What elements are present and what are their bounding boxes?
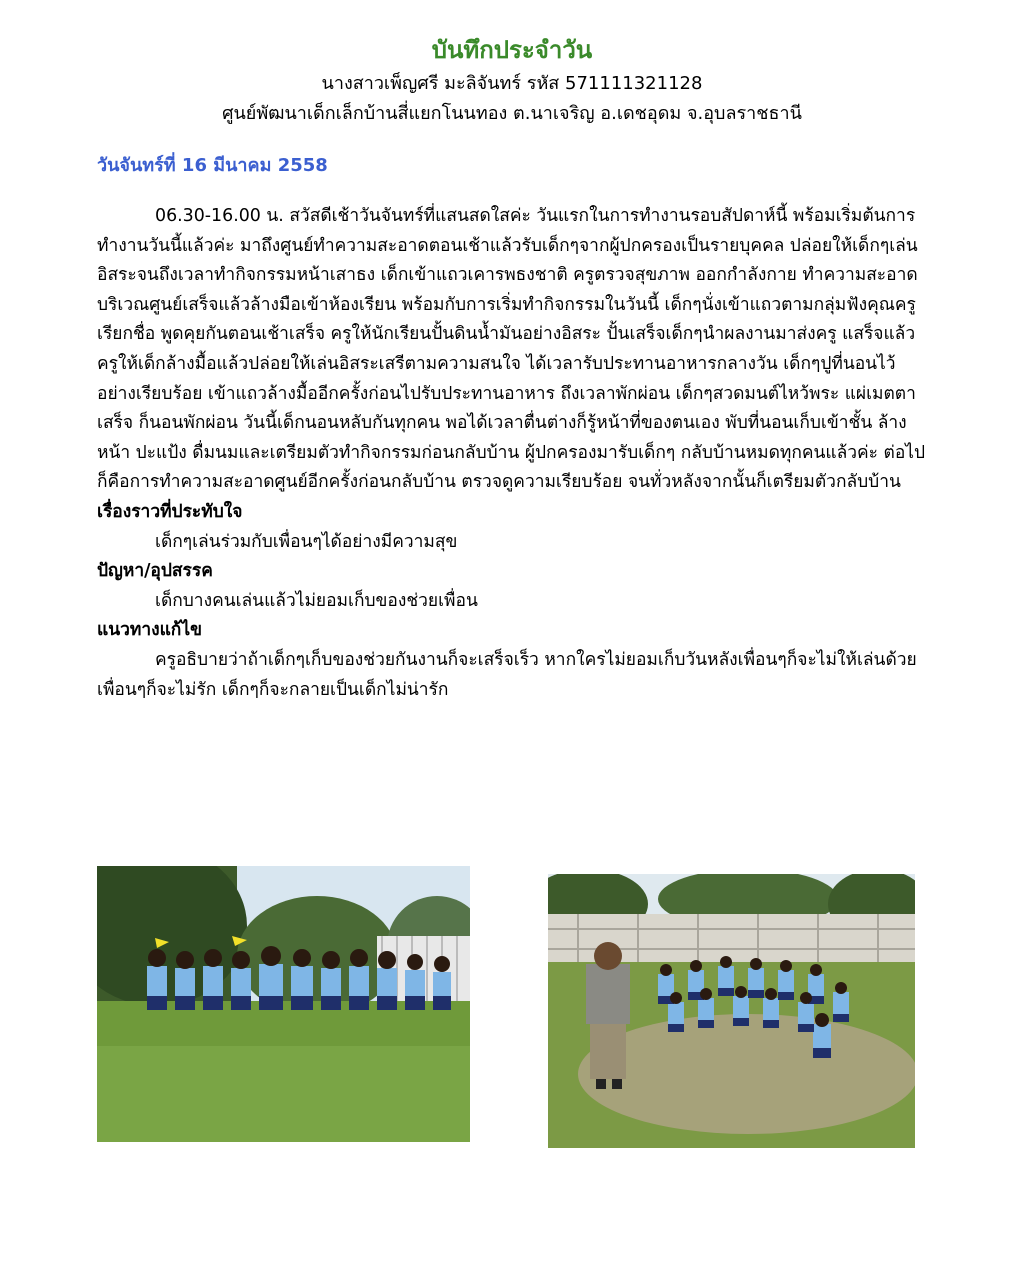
impression-text: เด็กๆเล่นร่วมกับเพื่อนๆได้อย่างมีความสุข — [155, 531, 458, 552]
solution-text: ครูอธิบายว่าถ้าเด็กๆเก็บของช่วยกันงานก็จะเสร็จเร็ว หากใครไม่ยอมเก็บวันหลังเพื่อนๆก็จะไม่ให้เล่นด้วย เพื่อนๆก็จะไม่รัก เด็กๆก็จะกลายเป็นเด็กไม่น่ารัก — [97, 649, 917, 700]
problem-heading: ปัญหา/อุปสรรค — [97, 561, 213, 582]
photo-children-exercise — [548, 874, 915, 1148]
author-line: นางสาวเพ็ญศรี มะลิจันทร์ รหัส 571111321128 — [321, 73, 703, 94]
solution-heading: แนวทางแก้ไข — [97, 620, 202, 641]
center-line: ศูนย์พัฒนาเด็กเล็กบ้านสี่แยกโนนทอง ต.นาเจริญ อ.เดชอุดม จ.อุบลราชธานี — [222, 103, 802, 124]
photo-children-line — [97, 866, 470, 1142]
diary-body — [97, 202, 927, 705]
page-title: บันทึกประจำวัน — [431, 36, 593, 64]
main-paragraph: 06.30-16.00 น. สวัสดีเช้าวันจันทร์ที่แสนสดใสค่ะ วันแรกในการทำงานรอบสัปดาห์นี้ พร้อมเริ่มต้นการทำงานวันนี้แล้วค่ะ มาถึงศูนย์ทำความสะอาดตอนเช้าแล้วรับเด็กๆจากผู้ปกครองเป็นรายบุคคล ปล่อยให้เด็กๆเล่นอิสระจนถึงเวลาทำกิจกรรมหน้าเสาธง เด็กเข้าแถวเคารพธงชาติ ครูตรวจสุขภาพ ออกกำลังกาย ทำความสะอาดบริเวณศูนย์เสร็จแล้วล้างมือเข้าห้องเรียน พร้อมกับการเริ่มทำกิจกรรมในวันนี้ เด็กๆนั่งเข้าแถวตามกลุ่มฟังคุณครูเรียกชื่อ พูดคุยกันตอนเช้าเสร็จ ครูให้นักเรียนปั้นดินน้ำมันอย่างอิสระ ปั้นเสร็จเด็กๆนำผลงานมาส่งครู แสร็จแล้วครูให้เด็กล้างมื้อแล้วปล่อยให้เล่นอิสระเสรีตามความสนใจ ได้เวลารับประทานอาหารกลางวัน เด็กๆปูที่นอนไว้อย่างเรียบร้อย เข้าแถวล้างมื้ออีกครั้งก่อนไปรับประทานอาหาร ถึงเวลาพักผ่อน เด็กๆสวดมนต์ไหว้พระ แผ่เมตตาเสร็จ ก็นอนพักผ่อน วันนี้เด็กนอนหลับกันทุกคน พอได้เวลาตื่นต่างก็รู้หน้าที่ของตนเอง พับที่นอนเก็บเข้าชั้น ล้างหน้า ปะแป้ง ดื่มนมและเตรียมตัวทำกิจกรรมก่อนกลับบ้าน ผู้ปกครองมารับเด็กๆ กลับบ้านหมดทุกคนแล้วค่ะ ต่อไปก็คือการทำความสะอาดศูนย์อีกครั้งก่อนกลับบ้าน ตรวจดูความเรียบร้อย จนทั่วหลังจากนั้นก็เตรียมตัวกลับบ้าน — [97, 206, 926, 493]
entry-date: วันจันทร์ที่ 16 มีนาคม 2558 — [97, 155, 328, 176]
impression-heading: เรื่องราวที่ประทับใจ — [97, 501, 243, 522]
problem-text: เด็กบางคนเล่นแล้วไม่ยอมเก็บของช่วยเพื่อน — [155, 590, 478, 611]
